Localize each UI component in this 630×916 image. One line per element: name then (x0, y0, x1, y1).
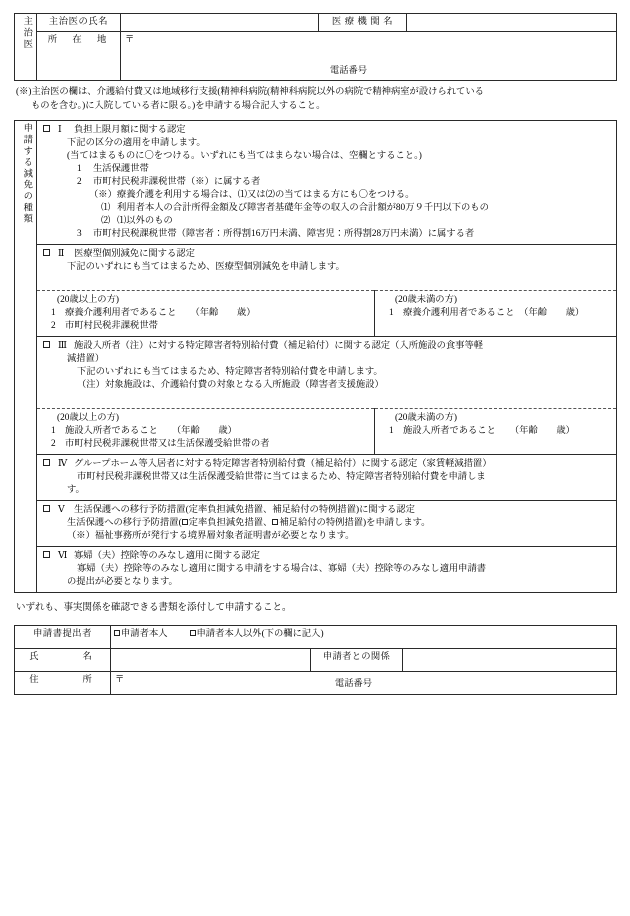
option-2-1-number: ⑴ (101, 202, 111, 213)
section-IV-numeral: Ⅳ (58, 459, 68, 470)
section-I-option-2-note: （※）療養介護を利用する場合は、⑴又は⑵の当てはまる方にも〇をつける。 (89, 189, 415, 200)
checkbox-supplementary-benefit-special[interactable] (272, 519, 278, 525)
section-III-right-header: (20歳未満の方) (395, 413, 457, 424)
section-I-row (15, 120, 617, 244)
option-2-text: 市町村民税非課税世帯（※）に属する者 (93, 176, 261, 187)
section-III-subrow (15, 409, 617, 455)
submitter-name-value[interactable] (111, 648, 311, 671)
section-VI-line-1: 寡婦（夫）控除等のみなし適用に関する申請をする場合は、寡婦（夫）控除等のみなし適用申請書 (77, 564, 487, 575)
section-II-left-box (37, 291, 375, 337)
option-3-text: 市町村民税課税世帯（障害者：所得割16万円未満、障害児：所得割28万円未満）に属する者 (93, 229, 475, 240)
institution-name-label: 医 療 機 関 名 (319, 14, 407, 32)
option-2-1-text: 利用者本人の合計所得金額及び障害者基礎年金等の収入の合計額が80万９千円以下のもの (117, 202, 489, 213)
section-I-option-1[interactable] (43, 163, 612, 176)
submitter-address-value[interactable] (111, 671, 617, 694)
section-V-line-note: （※）福祉事務所が発行する境界層対象者証明書が必要となります。 (67, 531, 355, 542)
section-IV-title: グループホーム等入居者に対する特定障害者特別給付費（補足給付）に関する認定（家賃軽減措置） (74, 459, 492, 470)
doctor-address-value[interactable] (121, 32, 617, 81)
doctor-note-line1: (※)主治医の欄は、介護給付費又は地域移行支援(精神科病院(精神科病院以外の病院で精神病室が設けられている (16, 87, 484, 98)
checkbox-fixed-rate-reduction[interactable] (182, 519, 188, 525)
option-1-number: 1 (77, 163, 82, 174)
section-III-left-item-1[interactable]: 1 施設入所者であること （年齢 歳） (51, 426, 237, 437)
section-IV-line-2: す。 (67, 485, 85, 496)
submitter-label: 申請書提出者 (15, 625, 111, 648)
section-III-title-cont: 減措置） (67, 354, 105, 365)
section-IV-cell (37, 455, 617, 501)
section-III-header (43, 340, 612, 353)
section-V-inline-chk1-label: 定率負担減免措置、 (188, 518, 273, 529)
option-2-2-text: ⑴以外のもの (117, 216, 173, 226)
section-II-left-item-2[interactable]: 2 市町村民税非課税世帯 (51, 321, 158, 332)
section-VI-numeral: Ⅵ (58, 551, 68, 562)
option-3-number: 3 (77, 229, 82, 240)
form-page (0, 13, 630, 916)
section-V-row (15, 501, 617, 547)
doctor-name-row (15, 14, 617, 32)
section-II-right-box (375, 291, 617, 337)
doctor-tel-label: 電話番号 (329, 66, 368, 76)
section-III-numeral: Ⅲ (58, 341, 67, 352)
section-I-line-2: (当てはまるものに〇をつける。いずれにも当てはまらない場合は、空欄とすること。) (67, 150, 422, 161)
section-I-line-1: 下記の区分の適用を申請します。 (67, 137, 206, 148)
doctor-table (14, 13, 617, 81)
submitter-type-row (15, 625, 617, 648)
checkbox-section-III[interactable] (43, 341, 50, 348)
option-2-2-number: ⑵ (101, 216, 111, 226)
postal-mark-icon-2: 〒 (115, 674, 125, 685)
doctor-name-value[interactable] (121, 14, 319, 32)
section-II-cell (37, 245, 617, 291)
section-I-title: 負担上限月額に関する認定 (74, 124, 186, 135)
submitter-options (111, 625, 617, 648)
apply-vertical-label: 申請する減免の種類 (15, 120, 37, 593)
section-VI-line-2: の提出が必要となります。 (67, 577, 178, 588)
relation-value[interactable] (403, 648, 617, 671)
section-II-row (15, 245, 617, 291)
section-II-line-1: 下記のいずれにも当てはまるため、医療型個別減免を申請します。 (67, 262, 345, 273)
section-V-measure-line (43, 517, 612, 530)
section-III-left-box (37, 409, 375, 455)
section-III-right-box (375, 409, 617, 455)
checkbox-section-VI[interactable] (43, 551, 50, 558)
option-1-text: 生活保護世帯 (93, 163, 149, 174)
checkbox-section-V[interactable] (43, 505, 50, 512)
section-III-line-1: 下記のいずれにも当てはまるため、特定障害者特別給付費を申請します。 (77, 367, 383, 378)
doctor-note-line2: ものを含む。)に入院している者に限る。)を申請する場合記入すること。 (31, 100, 326, 111)
section-III-line-2: （注）対象施設は、介護給付費の対象となる入所施設（障害者支援施設） (77, 380, 384, 391)
section-II-title: 医療型個別減免に関する認定 (74, 249, 195, 260)
section-V-line-post: )を申請します。 (363, 518, 431, 529)
section-V-line-pre: 生活保護への移行予防措置( (67, 518, 182, 529)
section-I-option-3[interactable] (43, 228, 612, 241)
application-types-table (14, 120, 617, 594)
section-V-inline-chk2-label: 補足給付の特例措置 (279, 518, 364, 529)
doctor-address-label: 所 在 地 (37, 32, 121, 81)
option-applicant-other-label: 申請者本人以外(下の欄に記入) (196, 628, 324, 639)
section-V-title: 生活保護への移行予防措置(定率負担減免措置、補足給付の特例措置)に関する認定 (74, 505, 415, 516)
submitter-address-label: 住 所 (15, 671, 111, 694)
section-IV-row (15, 455, 617, 501)
section-II-left-header: (20歳以上の方) (57, 295, 119, 306)
submitter-name-label: 氏 名 (15, 648, 111, 671)
doctor-address-row (15, 32, 617, 81)
section-II-left-item-1[interactable]: 1 療養介護利用者であること （年齢 歳） (51, 308, 256, 319)
section-VI-title: 寡婦（夫）控除等のみなし適用に関する認定 (74, 551, 260, 562)
doctor-note (16, 86, 616, 114)
section-III-left-header: (20歳以上の方) (57, 413, 119, 424)
section-II-right-item-1[interactable]: 1 療養介護利用者であること （年齢 歳） (389, 308, 585, 319)
institution-name-value[interactable] (407, 14, 617, 32)
section-III-cell (37, 337, 617, 409)
attachment-instruction: いずれも、事実関係を確認できる書類を添付して申請すること。 (16, 603, 292, 614)
checkbox-section-I[interactable] (43, 125, 50, 132)
section-IV-header (43, 458, 612, 471)
section-IV-line-1: 市町村民税非課税世帯又は生活保護受給世帯に当てはまるため、特定障害者特別給付費を申請しま (77, 472, 486, 483)
section-I-header (43, 124, 612, 137)
checkbox-section-II[interactable] (43, 249, 50, 256)
section-VI-row (15, 547, 617, 593)
section-II-right-header: (20歳未満の方) (395, 295, 457, 306)
doctor-name-label: 主治医の氏名 (37, 14, 121, 32)
checkbox-section-IV[interactable] (43, 459, 50, 466)
section-V-cell (37, 501, 617, 547)
checkbox-applicant-self[interactable] (114, 630, 120, 636)
section-III-row (15, 337, 617, 409)
section-VI-cell (37, 547, 617, 593)
option-2-number: 2 (77, 176, 82, 187)
submitter-name-row (15, 648, 617, 671)
section-III-title: 施設入所者（注）に対する特定障害者特別給付費（補足給付）に関する認定（入所施設の食事等軽 (74, 341, 484, 352)
checkbox-applicant-other[interactable] (190, 630, 196, 636)
section-II-header (43, 248, 612, 261)
relation-label: 申請者との関係 (311, 648, 403, 671)
postal-mark-icon: 〒 (125, 35, 135, 46)
section-VI-header (43, 550, 612, 563)
section-III-right-item-1[interactable]: 1 施設入所者であること （年齢 歳） (389, 426, 575, 437)
section-V-numeral: Ⅴ (58, 505, 65, 516)
section-I-cell (37, 120, 617, 244)
section-III-left-item-2[interactable]: 2 市町村民税非課税世帯又は生活保護受給世帯の者 (51, 439, 270, 450)
section-II-subrow (15, 291, 617, 337)
section-II-numeral: Ⅱ (58, 249, 65, 260)
doctor-vertical-label: 主治医 (15, 14, 37, 81)
section-V-header (43, 504, 612, 517)
section-I-option-2-2[interactable] (43, 215, 612, 228)
submitter-tel-label: 電話番号 (334, 679, 373, 690)
section-I-option-2[interactable] (43, 176, 612, 189)
submitter-table (14, 625, 617, 695)
option-applicant-self-label: 申請者本人 (121, 628, 168, 639)
section-I-option-2-1[interactable] (43, 202, 612, 215)
submitter-address-row (15, 671, 617, 694)
section-I-numeral: Ⅰ (58, 124, 62, 135)
